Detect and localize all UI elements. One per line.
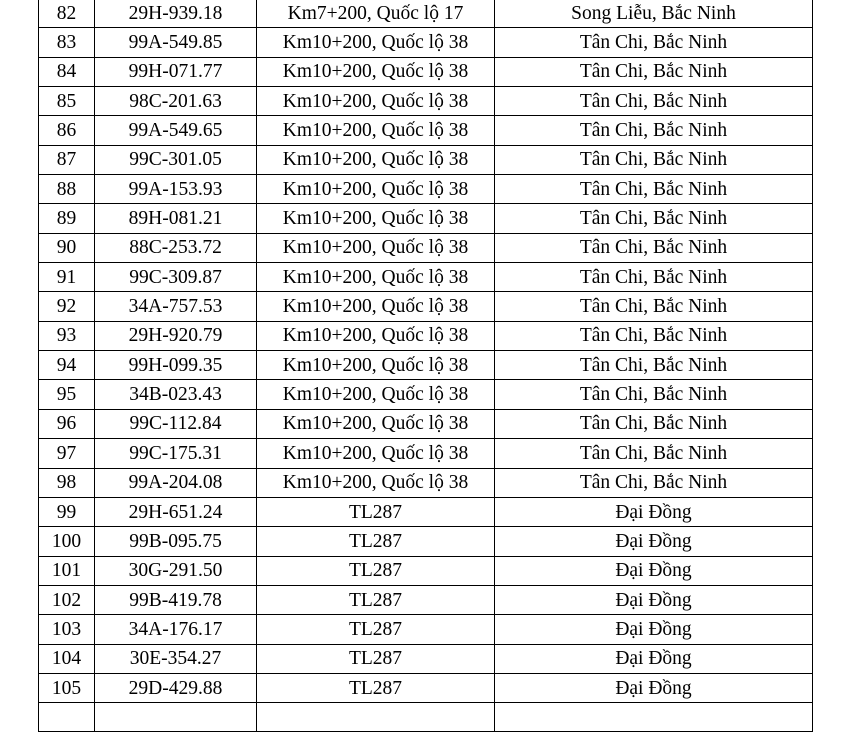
- table-body: [39, 0, 813, 731]
- area-cell: Tân Chi, Bắc Ninh: [495, 321, 813, 350]
- table-row: [39, 145, 813, 174]
- license-plate-cell: 29H-939.18: [95, 0, 257, 28]
- location-cell: Km10+200, Quốc lộ 38: [257, 263, 495, 292]
- area-cell: Tân Chi, Bắc Ninh: [495, 380, 813, 409]
- area-cell: Tân Chi, Bắc Ninh: [495, 116, 813, 145]
- area-cell: Đại Đồng: [495, 556, 813, 585]
- row-number-cell: 86: [39, 116, 95, 145]
- table-row: [39, 585, 813, 614]
- table-row: [39, 0, 813, 28]
- area-cell: Tân Chi, Bắc Ninh: [495, 439, 813, 468]
- row-number-cell: 96: [39, 409, 95, 438]
- area-cell: Tân Chi, Bắc Ninh: [495, 57, 813, 86]
- location-cell: TL287: [257, 585, 495, 614]
- empty-cell: [39, 703, 95, 731]
- row-number-cell: 88: [39, 175, 95, 204]
- row-number-cell: 91: [39, 263, 95, 292]
- location-cell: TL287: [257, 673, 495, 702]
- row-number-cell: 93: [39, 321, 95, 350]
- location-cell: Km10+200, Quốc lộ 38: [257, 233, 495, 262]
- table-row: [39, 116, 813, 145]
- license-plate-cell: 99A-204.08: [95, 468, 257, 497]
- license-plate-cell: 99C-301.05: [95, 145, 257, 174]
- license-plate-cell: 89H-081.21: [95, 204, 257, 233]
- location-cell: Km7+200, Quốc lộ 17: [257, 0, 495, 28]
- row-number-cell: 90: [39, 233, 95, 262]
- table-row-partial: [39, 703, 813, 731]
- license-plate-cell: 30E-354.27: [95, 644, 257, 673]
- area-cell: Tân Chi, Bắc Ninh: [495, 409, 813, 438]
- table-row: [39, 468, 813, 497]
- license-plate-cell: 99C-112.84: [95, 409, 257, 438]
- area-cell: Tân Chi, Bắc Ninh: [495, 28, 813, 57]
- location-cell: TL287: [257, 556, 495, 585]
- location-cell: Km10+200, Quốc lộ 38: [257, 145, 495, 174]
- area-cell: Tân Chi, Bắc Ninh: [495, 292, 813, 321]
- location-cell: Km10+200, Quốc lộ 38: [257, 351, 495, 380]
- row-number-cell: 89: [39, 204, 95, 233]
- table-row: [39, 233, 813, 262]
- table-row: [39, 321, 813, 350]
- table-row: [39, 615, 813, 644]
- location-cell: Km10+200, Quốc lộ 38: [257, 28, 495, 57]
- location-cell: Km10+200, Quốc lộ 38: [257, 292, 495, 321]
- license-plate-cell: 99B-095.75: [95, 527, 257, 556]
- location-cell: Km10+200, Quốc lộ 38: [257, 175, 495, 204]
- license-plate-cell: 99B-419.78: [95, 585, 257, 614]
- row-number-cell: 84: [39, 57, 95, 86]
- license-plate-cell: 99A-153.93: [95, 175, 257, 204]
- area-cell: Đại Đồng: [495, 615, 813, 644]
- license-plate-cell: 29H-651.24: [95, 497, 257, 526]
- row-number-cell: 101: [39, 556, 95, 585]
- row-number-cell: 99: [39, 497, 95, 526]
- area-cell: Tân Chi, Bắc Ninh: [495, 204, 813, 233]
- location-cell: Km10+200, Quốc lộ 38: [257, 87, 495, 116]
- license-plate-cell: 30G-291.50: [95, 556, 257, 585]
- row-number-cell: 87: [39, 145, 95, 174]
- area-cell: Đại Đồng: [495, 527, 813, 556]
- license-plate-cell: 34B-023.43: [95, 380, 257, 409]
- license-plate-cell: 29D-429.88: [95, 673, 257, 702]
- row-number-cell: 85: [39, 87, 95, 116]
- license-plate-cell: 34A-176.17: [95, 615, 257, 644]
- area-cell: Tân Chi, Bắc Ninh: [495, 145, 813, 174]
- license-plate-cell: 99C-175.31: [95, 439, 257, 468]
- violations-table: [38, 0, 813, 732]
- table-row: [39, 87, 813, 116]
- empty-cell: [257, 703, 495, 731]
- license-plate-cell: 99C-309.87: [95, 263, 257, 292]
- area-cell: Đại Đồng: [495, 644, 813, 673]
- location-cell: Km10+200, Quốc lộ 38: [257, 116, 495, 145]
- location-cell: Km10+200, Quốc lộ 38: [257, 468, 495, 497]
- table-row: [39, 292, 813, 321]
- location-cell: TL287: [257, 644, 495, 673]
- license-plate-cell: 88C-253.72: [95, 233, 257, 262]
- row-number-cell: 105: [39, 673, 95, 702]
- area-cell: Đại Đồng: [495, 497, 813, 526]
- license-plate-cell: 29H-920.79: [95, 321, 257, 350]
- location-cell: Km10+200, Quốc lộ 38: [257, 439, 495, 468]
- row-number-cell: 94: [39, 351, 95, 380]
- table-row: [39, 380, 813, 409]
- table-row: [39, 527, 813, 556]
- area-cell: Tân Chi, Bắc Ninh: [495, 468, 813, 497]
- table-row: [39, 57, 813, 86]
- location-cell: Km10+200, Quốc lộ 38: [257, 409, 495, 438]
- table-row: [39, 351, 813, 380]
- row-number-cell: 82: [39, 0, 95, 28]
- table-row: [39, 644, 813, 673]
- license-plate-cell: 98C-201.63: [95, 87, 257, 116]
- area-cell: Tân Chi, Bắc Ninh: [495, 351, 813, 380]
- table-row: [39, 497, 813, 526]
- table-row: [39, 204, 813, 233]
- row-number-cell: 95: [39, 380, 95, 409]
- empty-cell: [95, 703, 257, 731]
- license-plate-cell: 34A-757.53: [95, 292, 257, 321]
- table-row: [39, 409, 813, 438]
- location-cell: Km10+200, Quốc lộ 38: [257, 57, 495, 86]
- location-cell: Km10+200, Quốc lộ 38: [257, 204, 495, 233]
- row-number-cell: 92: [39, 292, 95, 321]
- row-number-cell: 102: [39, 585, 95, 614]
- empty-cell: [495, 703, 813, 731]
- table-row: [39, 673, 813, 702]
- row-number-cell: 100: [39, 527, 95, 556]
- license-plate-cell: 99H-071.77: [95, 57, 257, 86]
- license-plate-cell: 99H-099.35: [95, 351, 257, 380]
- area-cell: Tân Chi, Bắc Ninh: [495, 87, 813, 116]
- table-row: [39, 175, 813, 204]
- row-number-cell: 83: [39, 28, 95, 57]
- area-cell: Song Liễu, Bắc Ninh: [495, 0, 813, 28]
- area-cell: Đại Đồng: [495, 673, 813, 702]
- table-row: [39, 439, 813, 468]
- row-number-cell: 104: [39, 644, 95, 673]
- area-cell: Tân Chi, Bắc Ninh: [495, 233, 813, 262]
- license-plate-cell: 99A-549.65: [95, 116, 257, 145]
- location-cell: Km10+200, Quốc lộ 38: [257, 321, 495, 350]
- row-number-cell: 97: [39, 439, 95, 468]
- location-cell: TL287: [257, 615, 495, 644]
- area-cell: Tân Chi, Bắc Ninh: [495, 263, 813, 292]
- location-cell: Km10+200, Quốc lộ 38: [257, 380, 495, 409]
- table-row: [39, 556, 813, 585]
- location-cell: TL287: [257, 497, 495, 526]
- location-cell: TL287: [257, 527, 495, 556]
- row-number-cell: 98: [39, 468, 95, 497]
- table-row: [39, 263, 813, 292]
- area-cell: Đại Đồng: [495, 585, 813, 614]
- license-plate-cell: 99A-549.85: [95, 28, 257, 57]
- table-row: [39, 28, 813, 57]
- row-number-cell: 103: [39, 615, 95, 644]
- area-cell: Tân Chi, Bắc Ninh: [495, 175, 813, 204]
